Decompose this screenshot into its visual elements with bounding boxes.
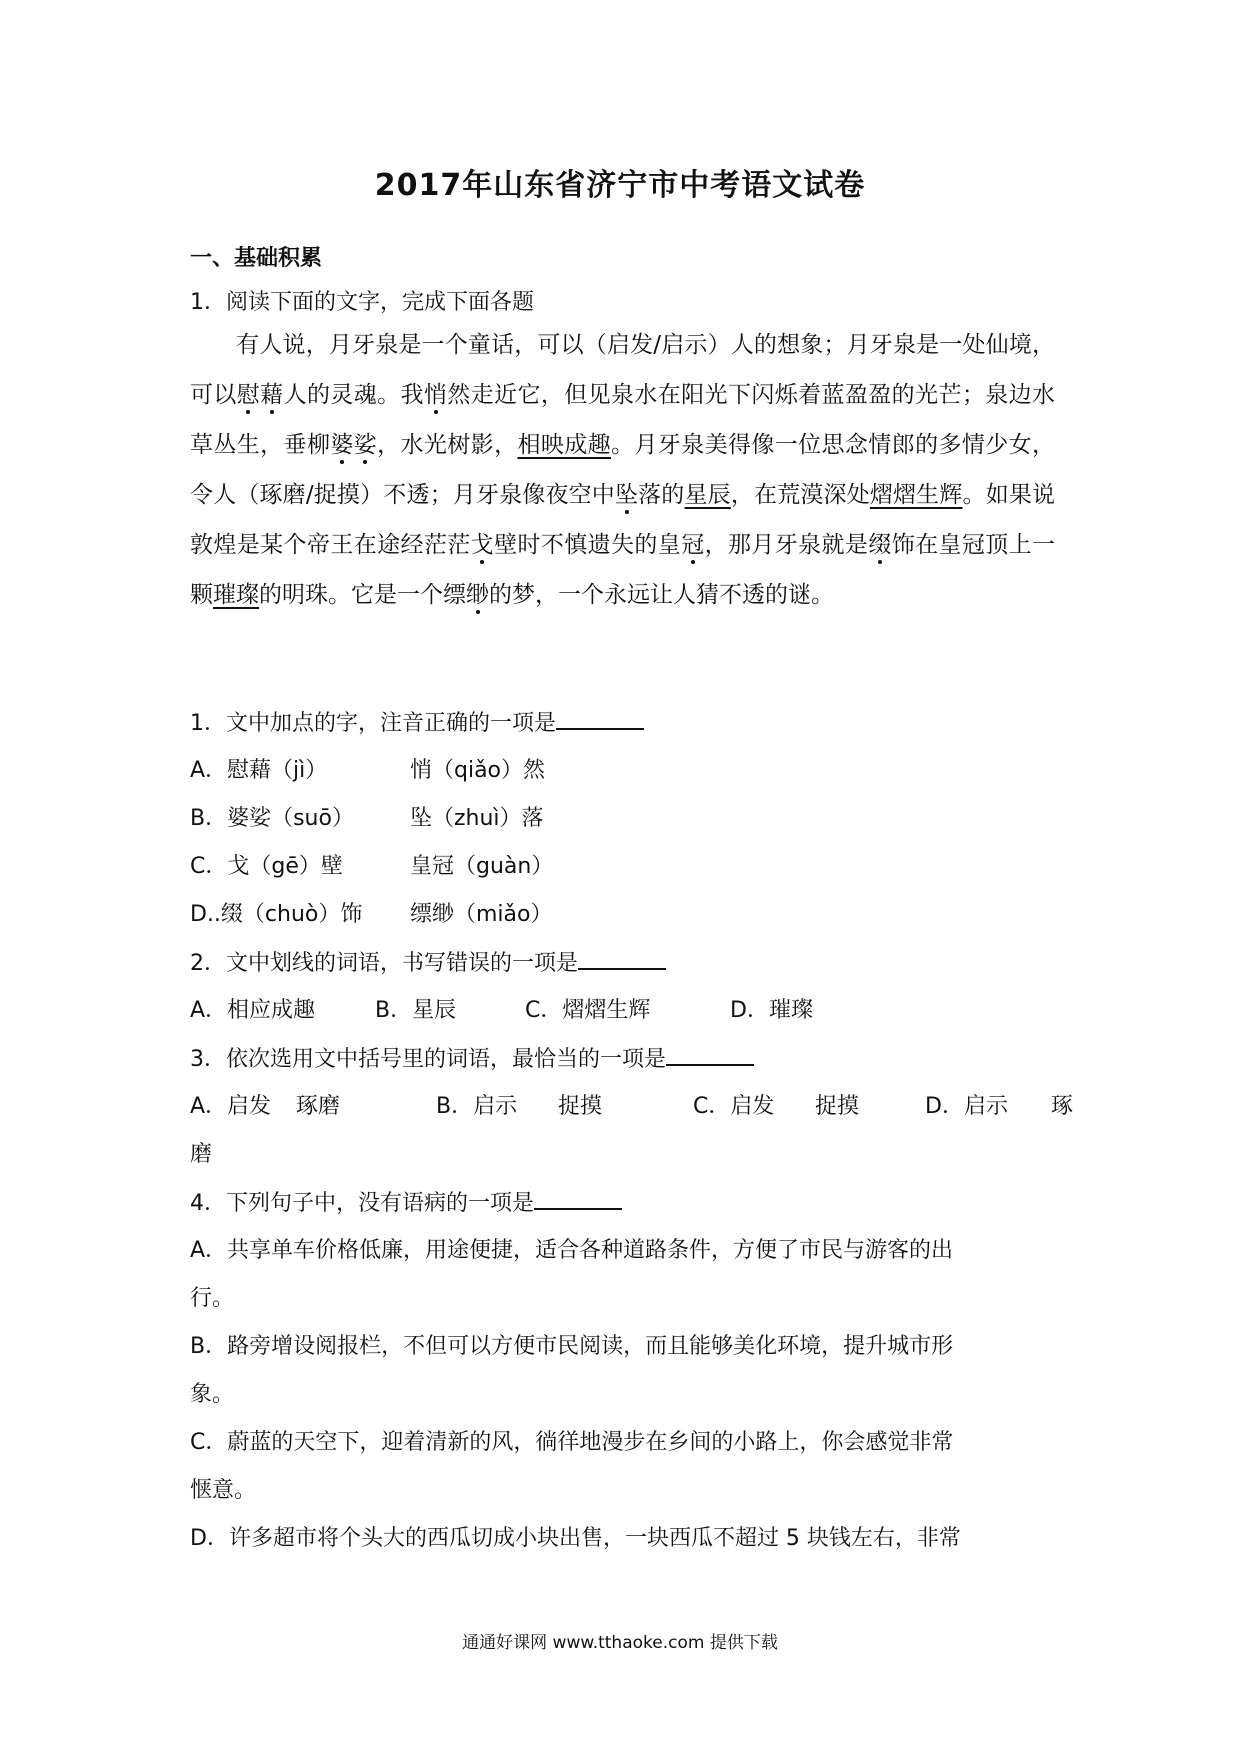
- question-4-option-b-cont: 象。: [190, 1382, 235, 1407]
- dotted-char: 冠: [681, 532, 705, 558]
- question-3-stem: 3．依次选用文中括号里的词语，最恰当的一项是: [190, 1044, 754, 1075]
- question-4-option-b: B．路旁增设阅报栏，不但可以方便市民阅读，而且能够美化环境，提升城市形: [190, 1334, 954, 1359]
- underlined-word: 璀璨: [213, 582, 259, 608]
- underlined-word: 相映成趣: [517, 432, 612, 458]
- question-1-option-b: B．婆娑（suō） 坠（zhuì）落: [190, 806, 544, 831]
- question-main: 1．阅读下面的文字，完成下面各题: [190, 290, 534, 315]
- dotted-char: 慰: [236, 382, 261, 408]
- dotted-char: 缀: [868, 532, 892, 558]
- dotted-char: 娑: [353, 432, 378, 458]
- answer-blank: [534, 1188, 622, 1210]
- page-title: 2017年山东省济宁市中考语文试卷: [374, 168, 866, 203]
- question-1-option-c: C．戈（gē）壁 皇冠（guàn）: [190, 854, 554, 879]
- page-footer: 通通好课网 www.tthaoke.com 提供下载: [462, 1633, 778, 1653]
- question-4-option-a: A．共享单车价格低廉，用途便捷，适合各种道路条件，方便了市民与游客的出: [190, 1238, 954, 1263]
- question-2-options: A．相应成趣 B．星辰 C．熠熠生辉 D．璀璨: [190, 998, 813, 1023]
- answer-blank: [556, 708, 644, 730]
- question-3-continuation: 磨: [190, 1142, 213, 1167]
- dotted-char: 悄: [423, 382, 448, 408]
- dotted-char: 藉: [260, 382, 284, 408]
- question-4-option-d: D．许多超市将个头大的西瓜切成小块出售，一块西瓜不超过 5 块钱左右，非常: [190, 1526, 961, 1551]
- reading-passage: [190, 320, 1055, 620]
- question-3-options: A．启发 琢磨 B．启示 捉摸 C．启发 捉摸 D．启示 琢: [190, 1094, 1074, 1119]
- question-4-option-c: C．蔚蓝的天空下，迎着清新的风，徜徉地漫步在乡间的小路上，你会感觉非常: [190, 1430, 954, 1455]
- question-1-option-d: D..缀（chuò）饰 缥缈（miǎo）: [190, 902, 553, 927]
- dotted-char: 坠: [614, 482, 639, 508]
- question-1-option-a: A．慰藉（jì） 悄（qiǎo）然: [190, 758, 546, 783]
- passage-paragraph: 有人说，月牙泉是一个童话，可以（启发/启示）人的想象；月牙泉是一处仙境，可以慰藉人的灵魂。我悄然走近它，但见泉水在阳光下闪烁着蓝盈盈的光芒；泉边水草丛生，垂柳婆娑，水光树影，相映成趣。月牙泉美得像一位思念情郎的多情少女，令人（琢磨/捉摸）不透；月牙泉像夜空中坠落的星辰，在荒漠深处熠熠生辉。如果说敦煌是某个帝王在途经茫茫戈壁时不慎遗失的皇冠，那月牙泉就是缀饰在皇冠顶上一颗璀璨的明珠。它是一个缥缈的梦，一个永远让人猜不透的谜。: [190, 332, 1056, 608]
- question-4-option-c-cont: 惬意。: [190, 1478, 257, 1503]
- underlined-word: 星辰: [684, 482, 731, 508]
- question-4-option-a-cont: 行。: [190, 1286, 235, 1311]
- section-heading: 一、基础积累: [190, 246, 323, 271]
- question-4-stem: 4．下列句子中，没有语病的一项是: [190, 1188, 622, 1219]
- question-2-stem: 2．文中划线的词语，书写错误的一项是: [190, 948, 666, 979]
- answer-blank: [666, 1044, 754, 1066]
- answer-blank: [578, 948, 666, 970]
- underlined-word: 熠熠生辉: [869, 482, 963, 508]
- dotted-char: 婆: [330, 432, 354, 458]
- dotted-char: 戈: [470, 532, 495, 558]
- dotted-char: 缈: [466, 582, 489, 608]
- question-1-stem: 1．文中加点的字，注音正确的一项是: [190, 708, 644, 739]
